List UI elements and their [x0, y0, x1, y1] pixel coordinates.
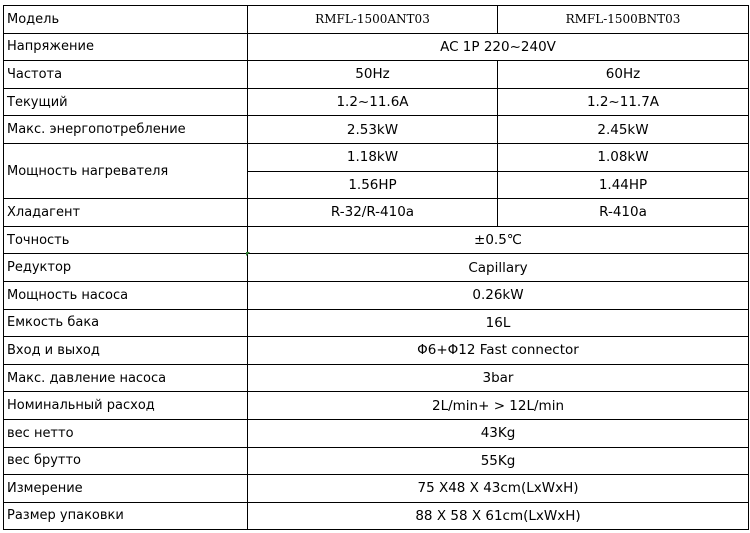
- frequency-label: Частота: [4, 61, 248, 89]
- table-row-rated-flow: [4, 392, 749, 420]
- table-row-pump-power: [4, 281, 749, 309]
- dimensions-label: Измерение: [4, 475, 248, 503]
- tank-capacity-label: Емкость бака: [4, 309, 248, 337]
- heater-power-a-kw: 1.18kW: [248, 143, 498, 171]
- reducer-label: Редуктор: [4, 254, 248, 282]
- table-row-max-pump-pressure: [4, 364, 749, 392]
- inlet-outlet-label: Вход и выход: [4, 337, 248, 365]
- net-weight-value: 43Kg: [248, 419, 749, 447]
- heater-power-label: Мощность нагревателя: [4, 143, 248, 198]
- table-row-refrigerant: [4, 199, 749, 227]
- current-a: 1.2~11.6A: [248, 88, 498, 116]
- dimensions-value: 75 X48 X 43cm(LxWxH): [248, 475, 749, 503]
- voltage-label: Напряжение: [4, 33, 248, 61]
- inlet-outlet-value: Φ6+Φ12 Fast connector: [248, 337, 749, 365]
- table-row-inlet-outlet: [4, 337, 749, 365]
- net-weight-label: вес нетто: [4, 419, 248, 447]
- table-row-accuracy: [4, 226, 749, 254]
- refrigerant-a: R-32/R-410a: [248, 199, 498, 227]
- spec-sheet: [3, 5, 748, 530]
- table-row-voltage: [4, 33, 749, 61]
- table-row-heater-power: [4, 143, 749, 171]
- max-power-a: 2.53kW: [248, 116, 498, 144]
- table-row-gross-weight: [4, 447, 749, 475]
- table-row-reducer: [4, 254, 749, 282]
- model-b: RMFL-1500BNT03: [498, 6, 749, 34]
- table-row-dimensions: [4, 475, 749, 503]
- refrigerant-label: Хладагент: [4, 199, 248, 227]
- reducer-value: Capillary: [248, 254, 749, 282]
- pump-power-label: Мощность насоса: [4, 281, 248, 309]
- table-row-tank-capacity: [4, 309, 749, 337]
- voltage-value: AC 1P 220~240V: [248, 33, 749, 61]
- frequency-a: 50Hz: [248, 61, 498, 89]
- pump-power-value: 0.26kW: [248, 281, 749, 309]
- accuracy-value: ±0.5℃: [248, 226, 749, 254]
- model-label: Модель: [4, 6, 248, 34]
- table-row-frequency: [4, 61, 749, 89]
- accuracy-label: Точность: [4, 226, 248, 254]
- max-power-b: 2.45kW: [498, 116, 749, 144]
- spec-table: [3, 5, 749, 530]
- rated-flow-value: 2L/min+ > 12L/min: [248, 392, 749, 420]
- max-pump-pressure-value: 3bar: [248, 364, 749, 392]
- table-row-max-power: [4, 116, 749, 144]
- refrigerant-b: R-410a: [498, 199, 749, 227]
- gross-weight-value: 55Kg: [248, 447, 749, 475]
- tank-capacity-value: 16L: [248, 309, 749, 337]
- heater-power-a-hp: 1.56HP: [248, 171, 498, 199]
- table-row-model: [4, 6, 749, 34]
- frequency-b: 60Hz: [498, 61, 749, 89]
- table-row-package-size: [4, 502, 749, 530]
- heater-power-b-hp: 1.44HP: [498, 171, 749, 199]
- table-row-net-weight: [4, 419, 749, 447]
- cell-comment-marker: [246, 252, 250, 256]
- table-row-current: [4, 88, 749, 116]
- gross-weight-label: вес брутто: [4, 447, 248, 475]
- max-pump-pressure-label: Макс. давление насоса: [4, 364, 248, 392]
- package-size-value: 88 X 58 X 61cm(LxWxH): [248, 502, 749, 530]
- heater-power-b-kw: 1.08kW: [498, 143, 749, 171]
- current-label: Текущий: [4, 88, 248, 116]
- max-power-label: Макс. энергопотребление: [4, 116, 248, 144]
- rated-flow-label: Номинальный расход: [4, 392, 248, 420]
- model-a: RMFL-1500ANT03: [248, 6, 498, 34]
- package-size-label: Размер упаковки: [4, 502, 248, 530]
- current-b: 1.2~11.7A: [498, 88, 749, 116]
